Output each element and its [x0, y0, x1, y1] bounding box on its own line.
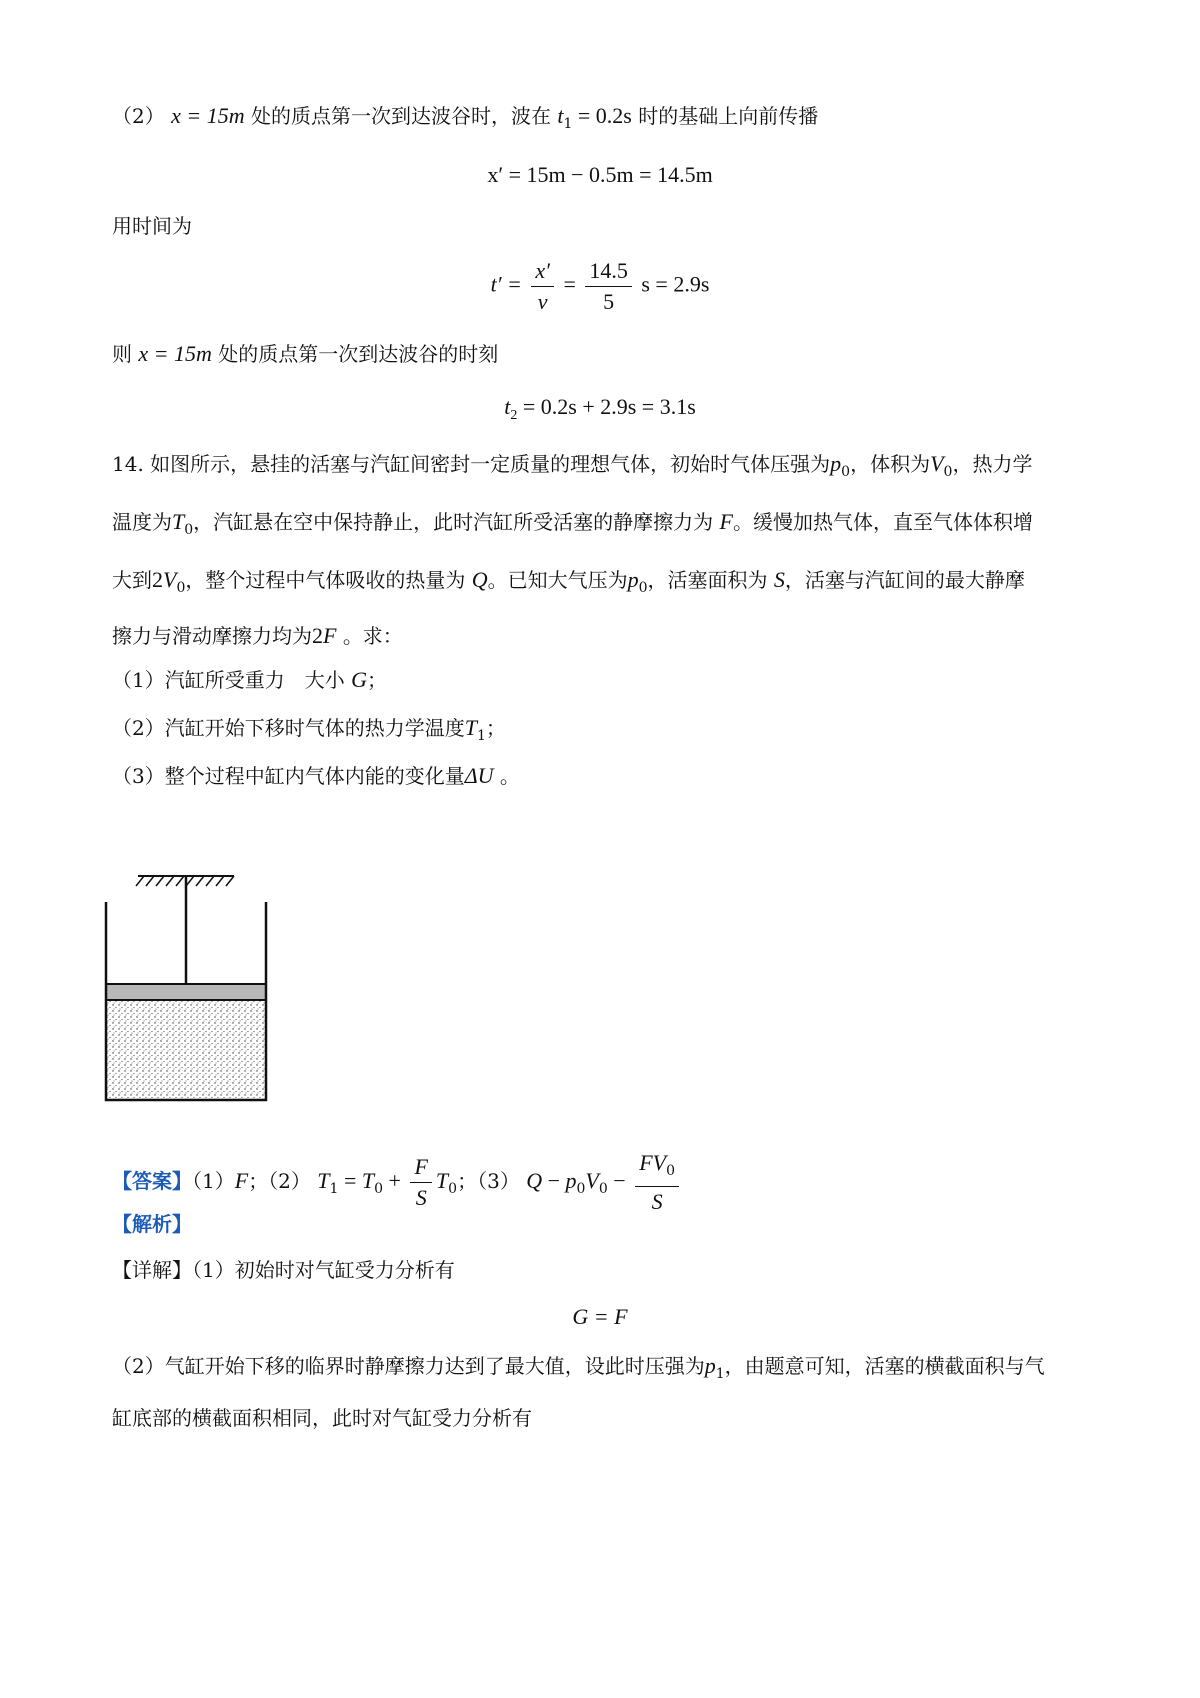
cylinder-piston-figure: [100, 866, 280, 1106]
time-label: 用时间为: [112, 214, 192, 238]
gas-region: [106, 1000, 266, 1100]
math-x15m: x = 15m: [171, 103, 245, 128]
detail-line: 【详解】（1）初始时对气缸受力分析有: [112, 1258, 455, 1282]
part2-statement: （2） x = 15m 处的质点第一次到达波谷时，波在 $t_1 = 0.2s$ 时的基础上向前传播: [112, 103, 819, 132]
moment-label: 则 x = 15m 处的质点第一次到达波谷的时刻: [112, 341, 499, 366]
analysis-part2-line1: （2）气缸开始下移的临界时静摩擦力达到了最大值，设此时压强为$p_1$，由题意可知，活塞的横截面积与气: [112, 1353, 1045, 1382]
analysis-tag: 【解析】: [112, 1212, 192, 1236]
q14-sub3: （3）整个过程中缸内气体内能的变化量ΔU 。: [112, 763, 520, 788]
q14-sub1: （1）汽缸所受重力 大小 G；: [112, 667, 387, 692]
q14-line3: 大到$2V_0$，整个过程中气体吸收的热量为 Q。已知大气压为$p_0$，活塞面积为 S，活塞与汽缸间的最大静摩: [112, 567, 1025, 596]
time-equation: t′ = $\frac{x'}{v}$ = $\frac{14.5}{5}$ s = 2.9s: [490, 258, 710, 314]
piston: [106, 984, 266, 1000]
gravity-equation: G = F: [572, 1304, 628, 1329]
q14-line1: 14. 如图所示，悬挂的活塞与汽缸间密封一定质量的理想气体，初始时气体压强为$p_0$，体积为$V_0$，热力学: [112, 451, 1033, 480]
q14-line2: 温度为$T_0$，汽缸悬在空中保持静止，此时汽缸所受活塞的静摩擦力为 F。缓慢加热气体，直至气体体积增: [112, 509, 1033, 538]
q14-line4: 擦力与滑动摩擦力均为2F 。求：: [112, 623, 403, 648]
moment-equation: $t_2 = 0.2s + 2.9s = 3.1s$: [504, 394, 696, 423]
answer-line: 【答案】（1）F；（2） $T_1 = T_0$ + $\frac{F}{S}$ $T_0$；（3） $Q - p_0V_0$ − $\frac{FV_0}{S}$: [112, 1148, 683, 1217]
q14-sub2: （2）汽缸开始下移时气体的热力学温度$T_1$；: [112, 715, 506, 744]
distance-equation: x′ = 15m − 0.5m = 14.5m: [487, 162, 713, 187]
answer-tag: 【答案】: [112, 1169, 192, 1193]
analysis-part2-line2: 缸底部的横截面积相同，此时对气缸受力分析有: [112, 1406, 532, 1430]
